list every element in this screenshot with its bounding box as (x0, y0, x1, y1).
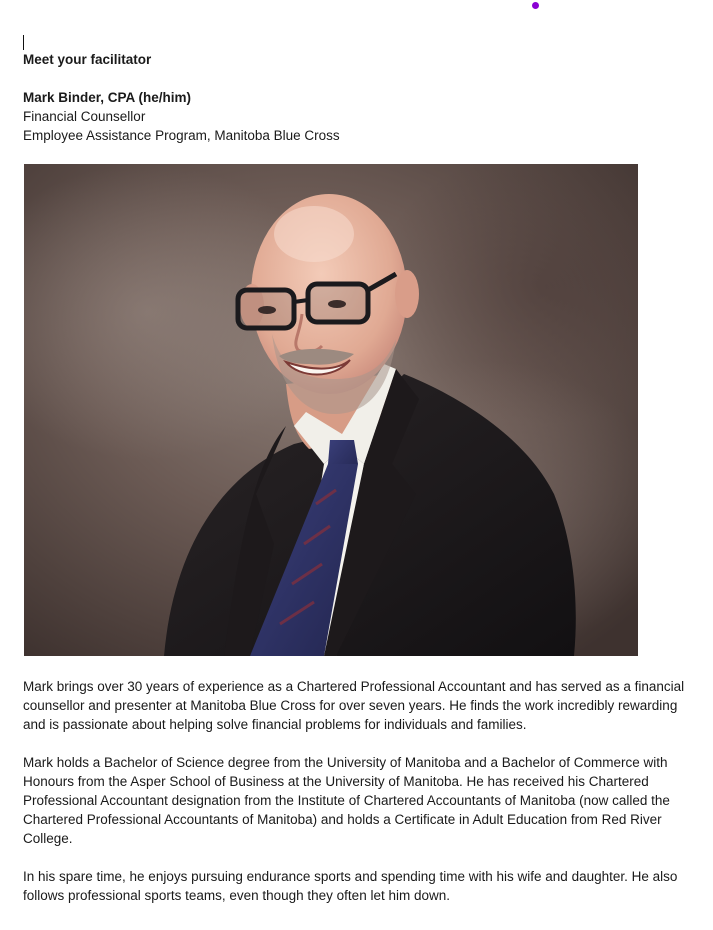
facilitator-bio (23, 677, 688, 924)
bio-paragraph: Mark brings over 30 years of experience as a Chartered Professional Accountant and has served as a financial counsellor and presenter at Manitoba Blue Cross for over seven years. He finds the work incredibly rewarding and is passionate about helping solve financial problems for individuals and families. (23, 679, 685, 732)
text-cursor (23, 35, 24, 50)
bio-paragraph: In his spare time, he enjoys pursuing endurance sports and spending time with his wife and daughter. He also follows professional sports teams, even though they often let him down. (23, 869, 678, 903)
facilitator-name: Mark Binder, CPA (he/him) (23, 90, 192, 105)
facilitator-portrait (24, 164, 638, 656)
facilitator-role: Financial Counsellor (23, 109, 146, 124)
blank-line (23, 69, 683, 88)
facilitator-organization: Employee Assistance Program, Manitoba Blue Cross (23, 128, 340, 143)
section-heading: Meet your facilitator (23, 52, 152, 67)
portrait-photo-icon (24, 164, 638, 656)
bio-paragraph: Mark holds a Bachelor of Science degree from the University of Manitoba and a Bachelor of Commerce with Honours from the Asper School of Business at the University of Manitoba. He has received his Chartered Professional Accountant designation from the Institute of Chartered Accountants of Manitoba (now called the Chartered Professional Accountants of Manitoba) and holds a Certificate in Adult Education from Red River College. (23, 755, 670, 846)
facilitator-header (23, 50, 683, 145)
accent-dot (532, 2, 539, 9)
